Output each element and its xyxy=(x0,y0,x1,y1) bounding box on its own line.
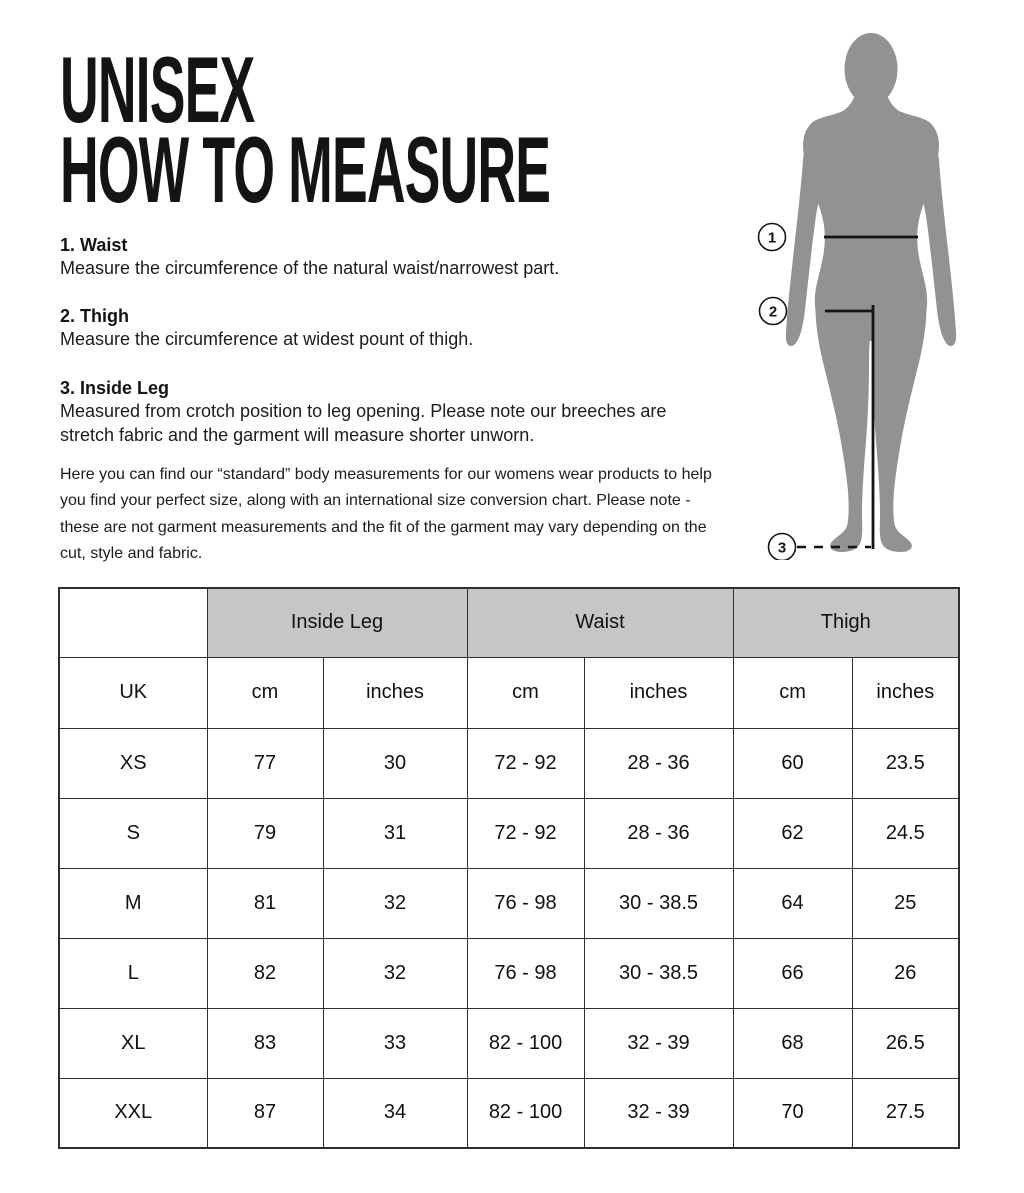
units-header-inches-2: inches xyxy=(584,657,733,728)
cell-value: 82 - 100 xyxy=(467,1078,584,1148)
sizing-note: Here you can find our “standard” body measurements for our womens wear products to help you find your perfect size, along with an international size conversion chart. Please note - these are not garment measurements and the fit of the garment may vary depending on the cut, style and fabric. xyxy=(60,466,712,562)
table-row-s xyxy=(59,798,959,868)
units-header-cm-3: cm xyxy=(733,657,852,728)
group-header-thigh: Thigh xyxy=(733,588,959,657)
cell-value: 27.5 xyxy=(852,1078,959,1148)
cell-value: 64 xyxy=(733,868,852,938)
cell-value: 32 xyxy=(323,938,467,1008)
cell-value: 28 - 36 xyxy=(584,728,733,798)
callout-2-label: 2 xyxy=(768,303,778,321)
cell-value: 72 - 92 xyxy=(467,728,584,798)
cell-value: 82 xyxy=(207,938,323,1008)
instruction-inside-leg xyxy=(60,377,720,447)
instruction-thigh-body: Measure the circumference at widest pount of thigh. xyxy=(60,329,474,349)
units-header-cm-2: cm xyxy=(467,657,584,728)
page-title xyxy=(60,37,551,222)
cell-value: 31 xyxy=(323,798,467,868)
cell-value: 68 xyxy=(733,1008,852,1078)
cell-value: 23.5 xyxy=(852,728,959,798)
cell-value: 82 - 100 xyxy=(467,1008,584,1078)
instruction-thigh-heading: 2. Thigh xyxy=(60,306,129,326)
cell-value: 26.5 xyxy=(852,1008,959,1078)
table-corner-cell xyxy=(59,588,207,657)
units-header-cm-1: cm xyxy=(207,657,323,728)
cell-value: 77 xyxy=(207,728,323,798)
silhouette-right-leg xyxy=(871,288,927,552)
body-measure-figure xyxy=(745,28,1005,560)
cell-value: 32 - 39 xyxy=(584,1008,733,1078)
size-label: XS xyxy=(59,728,207,798)
size-table xyxy=(58,587,960,1149)
cell-value: 30 xyxy=(323,728,467,798)
cell-value: 79 xyxy=(207,798,323,868)
silhouette-left-leg xyxy=(815,288,871,552)
table-row-xs xyxy=(59,728,959,798)
cell-value: 66 xyxy=(733,938,852,1008)
cell-value: 83 xyxy=(207,1008,323,1078)
table-row-l xyxy=(59,938,959,1008)
cell-value: 33 xyxy=(323,1008,467,1078)
callout-1-label: 1 xyxy=(767,229,777,247)
instruction-thigh xyxy=(60,305,720,352)
page-title-line1: UNISEX xyxy=(60,37,255,142)
instruction-waist-heading: 1. Waist xyxy=(60,235,128,255)
size-label: M xyxy=(59,868,207,938)
cell-value: 24.5 xyxy=(852,798,959,868)
table-units-row xyxy=(59,657,959,728)
table-row-m xyxy=(59,868,959,938)
units-header-inches-1: inches xyxy=(323,657,467,728)
cell-value: 25 xyxy=(852,868,959,938)
callout-3-label: 3 xyxy=(777,539,787,557)
cell-value: 87 xyxy=(207,1078,323,1148)
cell-value: 72 - 92 xyxy=(467,798,584,868)
cell-value: 28 - 36 xyxy=(584,798,733,868)
cell-value: 60 xyxy=(733,728,852,798)
cell-value: 70 xyxy=(733,1078,852,1148)
size-label: L xyxy=(59,938,207,1008)
cell-value: 81 xyxy=(207,868,323,938)
cell-value: 34 xyxy=(323,1078,467,1148)
cell-value: 32 - 39 xyxy=(584,1078,733,1148)
cell-value: 30 - 38.5 xyxy=(584,868,733,938)
instruction-inside-leg-body: Measured from crotch position to leg opening. Please note our breeches are stretch fabric and the garment will measure shorter unworn. xyxy=(60,401,667,445)
size-label: XXL xyxy=(59,1078,207,1148)
table-group-header-row xyxy=(59,588,959,657)
size-label: S xyxy=(59,798,207,868)
instruction-waist xyxy=(60,234,720,281)
size-table-container xyxy=(58,587,960,1149)
cell-value: 76 - 98 xyxy=(467,868,584,938)
body-silhouette-icon xyxy=(786,33,956,552)
instruction-inside-leg-heading: 3. Inside Leg xyxy=(60,378,170,398)
cell-value: 62 xyxy=(733,798,852,868)
table-row-xl xyxy=(59,1008,959,1078)
callout-badges xyxy=(759,224,796,561)
instruction-waist-body: Measure the circumference of the natural waist/narrowest part. xyxy=(60,258,560,278)
cell-value: 76 - 98 xyxy=(467,938,584,1008)
size-label: XL xyxy=(59,1008,207,1078)
cell-value: 32 xyxy=(323,868,467,938)
units-header-inches-3: inches xyxy=(852,657,959,728)
page-title-line2: HOW TO MEASURE xyxy=(60,117,551,222)
group-header-inside-leg: Inside Leg xyxy=(207,588,467,657)
table-row-xxl xyxy=(59,1078,959,1148)
cell-value: 30 - 38.5 xyxy=(584,938,733,1008)
group-header-waist: Waist xyxy=(467,588,733,657)
cell-value: 26 xyxy=(852,938,959,1008)
units-header-uk: UK xyxy=(59,657,207,728)
